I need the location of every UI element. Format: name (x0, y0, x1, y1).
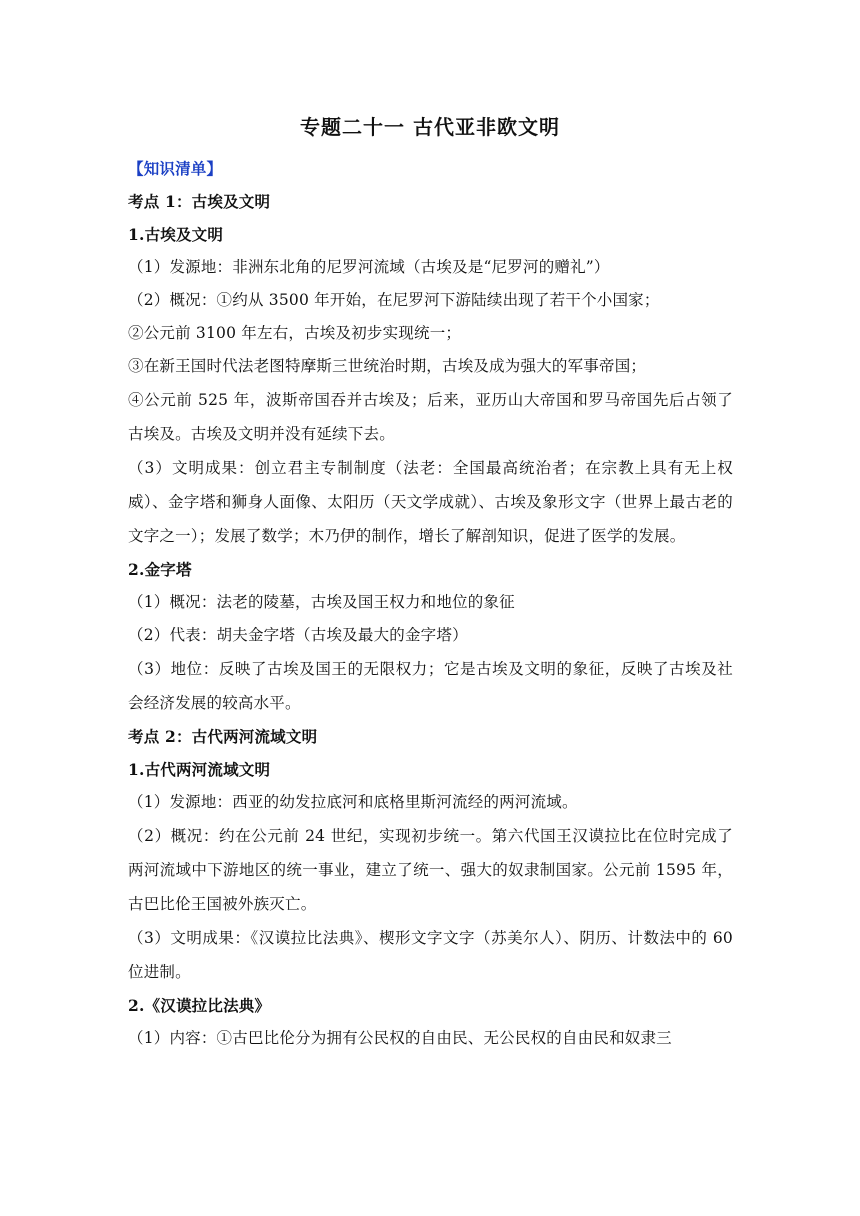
pyramid-overview: （1）概况：法老的陵墓，古埃及国王权力和地位的象征 (128, 593, 515, 611)
point1-achievements: （3）文明成果：创立君主专制制度（法老：全国最高统治者；在宗教上具有无上权威）、金字塔和狮身人面像、太阳历（天文学成就）、古埃及象形文字（世界上最古老的文字之一）；发展了数学；木乃伊的制作，增长了解剖知识，促进了医学的发展。 (128, 459, 733, 545)
point1-heading: 考点 1：古埃及文明 (128, 192, 271, 211)
point2-overview: （2）概况：约在公元前 24 世纪，实现初步统一。第六代国王汉谟拉比在位时完成了两河流域中下游地区的统一事业，建立了统一、强大的奴隶制国家。公元前 1595 年，古巴比伦王国被外族灭亡。 (128, 827, 733, 913)
point1-overview-4: ④公元前 525 年，波斯帝国吞并古埃及；后来，亚历山大帝国和罗马帝国先后占领了古埃及。古埃及文明并没有延续下去。 (128, 391, 733, 443)
page-title: 专题二十一 古代亚非欧文明 (300, 115, 560, 139)
point1-overview-2: ②公元前 3100 年左右，古埃及初步实现统一； (128, 324, 462, 342)
pyramid-status: （3）地位：反映了古埃及国王的无限权力；它是古埃及文明的象征，反映了古埃及社会经济发展的较高水平。 (128, 660, 733, 712)
point1-sub2-heading: 2.金字塔 (128, 560, 192, 579)
point1-origin: （1）发源地：非洲东北角的尼罗河流域（古埃及是“尼罗河的赠礼”） (128, 258, 610, 276)
point2-heading: 考点 2：古代两河流域文明 (128, 727, 318, 746)
point1-sub1-heading: 1.古埃及文明 (128, 225, 224, 244)
point2-sub2-heading: 2.《汉谟拉比法典》 (128, 996, 271, 1015)
code-content: （1）内容：①古巴比伦分为拥有公民权的自由民、无公民权的自由民和奴隶三 (128, 1029, 672, 1047)
point1-overview-1: （2）概况：①约从 3500 年开始，在尼罗河下游陆续出现了若干个小国家； (128, 291, 660, 309)
section-tag: 【知识清单】 (128, 159, 223, 178)
pyramid-representative: （2）代表：胡夫金字塔（古埃及最大的金字塔） (128, 626, 468, 644)
point2-achievements: （3）文明成果：《汉谟拉比法典》、楔形文字文字（苏美尔人）、阴历、计数法中的 60 位进制。 (128, 929, 733, 981)
point2-sub1-heading: 1.古代两河流域文明 (128, 760, 271, 779)
point1-overview-3: ③在新王国时代法老图特摩斯三世统治时期，古埃及成为强大的军事帝国； (128, 357, 647, 375)
point2-origin: （1）发源地：西亚的幼发拉底河和底格里斯河流经的两河流域。 (128, 793, 578, 811)
document-body (128, 152, 733, 1055)
